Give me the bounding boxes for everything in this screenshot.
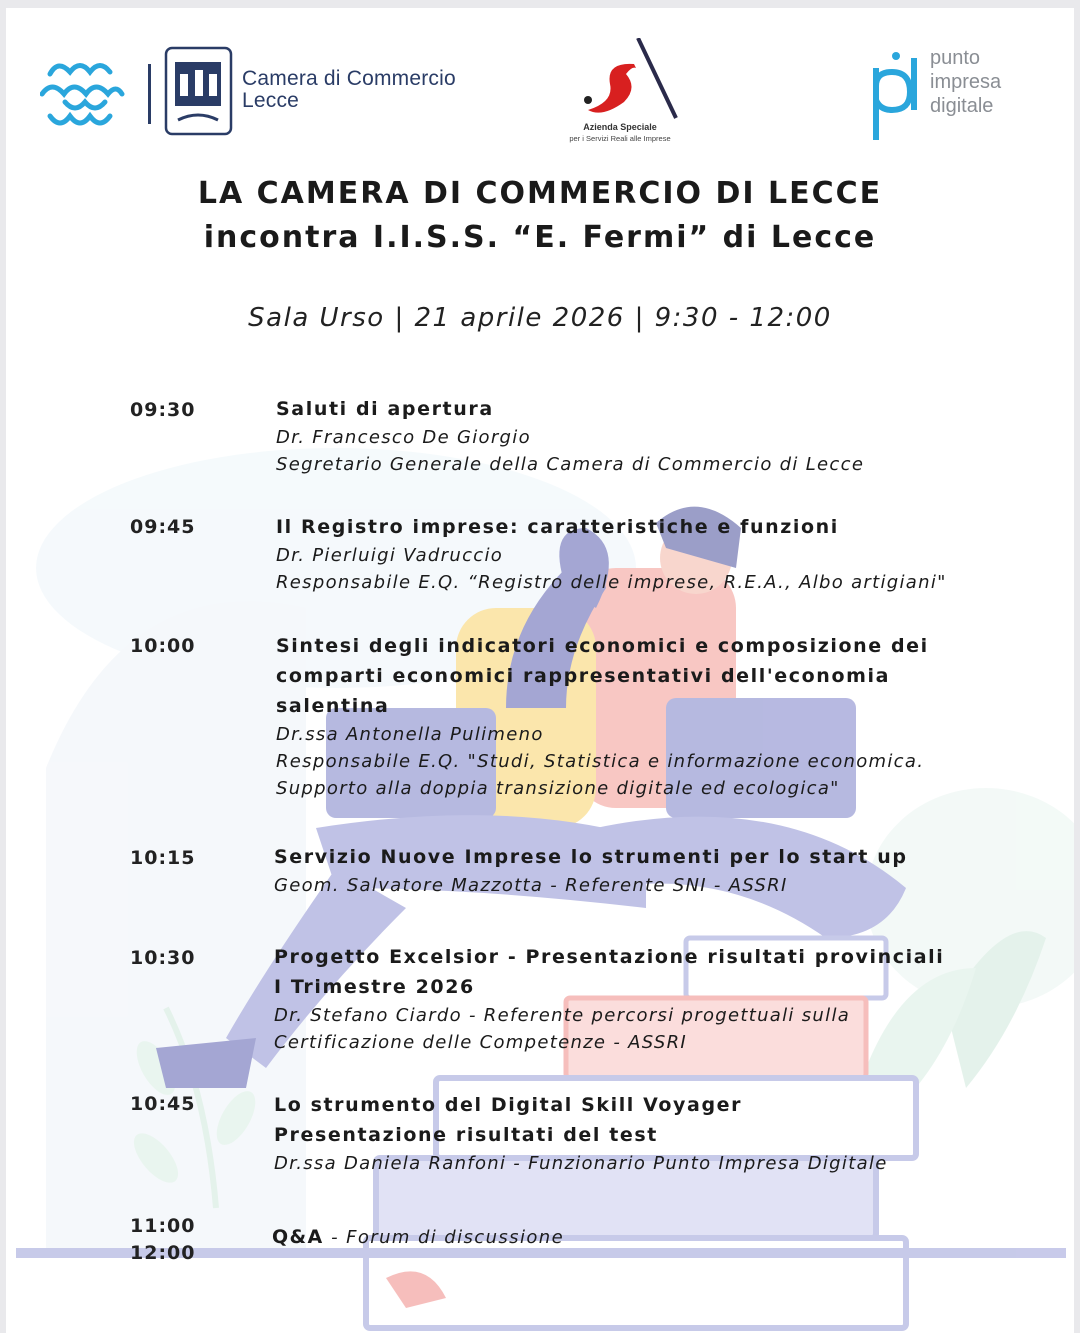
pid-line1: punto: [930, 47, 981, 69]
agenda-title-line1: Lo strumento del Digital Skill Voyager: [274, 1094, 743, 1116]
pid-name: [930, 46, 1001, 118]
agenda-time: 10:45: [130, 1093, 196, 1115]
agenda-speaker: Dr. Pierluigi Vadruccio: [276, 545, 504, 566]
agenda-title-line2: Presentazione risultati del test: [274, 1124, 658, 1146]
agenda-speaker: Dr.ssa Antonella Pulimeno: [276, 724, 544, 745]
pid-line2: impresa: [930, 71, 1002, 93]
agenda-time-range: [130, 1213, 195, 1267]
agenda-time: 10:15: [130, 847, 196, 869]
agenda-time: 10:00: [130, 635, 196, 657]
agenda-speaker: Dr.ssa Daniela Ranfoni - Funzionario Punto Impresa Digitale: [274, 1153, 888, 1174]
agenda-title-line3: salentina: [276, 695, 390, 717]
agenda-role: Responsabile E.Q. “Registro delle imprese, R.E.A., Albo artigiani": [276, 572, 947, 593]
agenda-item: [276, 512, 1016, 596]
page-title: [6, 172, 1074, 260]
agenda-title-line2: I Trimestre 2026: [274, 976, 475, 998]
agenda-time: 09:30: [130, 399, 196, 421]
agenda-role: Segretario Generale della Camera di Commercio di Lecce: [276, 454, 865, 475]
agenda-role-line2: Supporto alla doppia transizione digitale ed ecologica": [276, 778, 840, 799]
event-info: Sala Urso | 21 aprile 2026 | 9:30 - 12:00: [248, 303, 832, 333]
agenda-flyer: [6, 8, 1074, 1333]
agenda-title: Il Registro imprese: caratteristiche e funzioni: [276, 516, 839, 538]
agenda-speaker-line2: Certificazione delle Competenze - ASSRI: [274, 1032, 687, 1053]
pid-logo: [866, 48, 936, 143]
agenda-speaker: Dr. Francesco De Giorgio: [276, 427, 531, 448]
agenda-item: [274, 842, 1014, 899]
chamber-name: [242, 68, 456, 112]
title-line1: LA CAMERA DI COMMERCIO DI LECCE: [197, 176, 883, 211]
agenda-speaker: Geom. Salvatore Mazzotta - Referente SNI - ASSRI: [274, 875, 788, 896]
agency-subtitle: per i Servizi Reali alle Imprese: [569, 134, 671, 143]
agency-name: Azienda Speciale: [583, 122, 657, 132]
agenda-time: 09:45: [130, 516, 196, 538]
title-line2: incontra I.I.S.S. “E. Fermi” di Lecce: [203, 220, 877, 255]
agenda-item: [274, 1090, 1014, 1177]
agenda-role-line1: Responsabile E.Q. "Studi, Statistica e informazione economica.: [276, 751, 925, 772]
agenda-title-line2: comparti economici rappresentativi dell'economia: [276, 665, 891, 687]
agenda-title-line1: Progetto Excelsior - Presentazione risultati provinciali: [274, 946, 945, 968]
agenda-time-start: 11:00: [130, 1215, 196, 1237]
chamber-name-line2: Lecce: [242, 89, 300, 112]
qa-title: Q&A: [272, 1226, 324, 1248]
agenda-item: [276, 394, 976, 478]
agenda-time-end: 12:00: [130, 1242, 196, 1264]
agenda-item: [274, 942, 1014, 1056]
chamber-name-line1: Camera di Commercio: [242, 67, 456, 90]
agenda-item: [276, 631, 996, 802]
agenda-time: 10:30: [130, 947, 196, 969]
agenda-title-line1: Sintesi degli indicatori economici e composizione dei: [276, 635, 929, 657]
pid-line3: digitale: [930, 95, 994, 117]
agenda-title: Servizio Nuove Imprese lo strumenti per lo start up: [274, 846, 908, 868]
qa-item: [272, 1226, 564, 1248]
agenda-speaker-line1: Dr. Stefano Ciardo - Referente percorsi progettuali sulla: [274, 1005, 851, 1026]
agenda-title: Saluti di apertura: [276, 398, 494, 420]
qa-subtitle: - Forum di discussione: [331, 1227, 565, 1248]
